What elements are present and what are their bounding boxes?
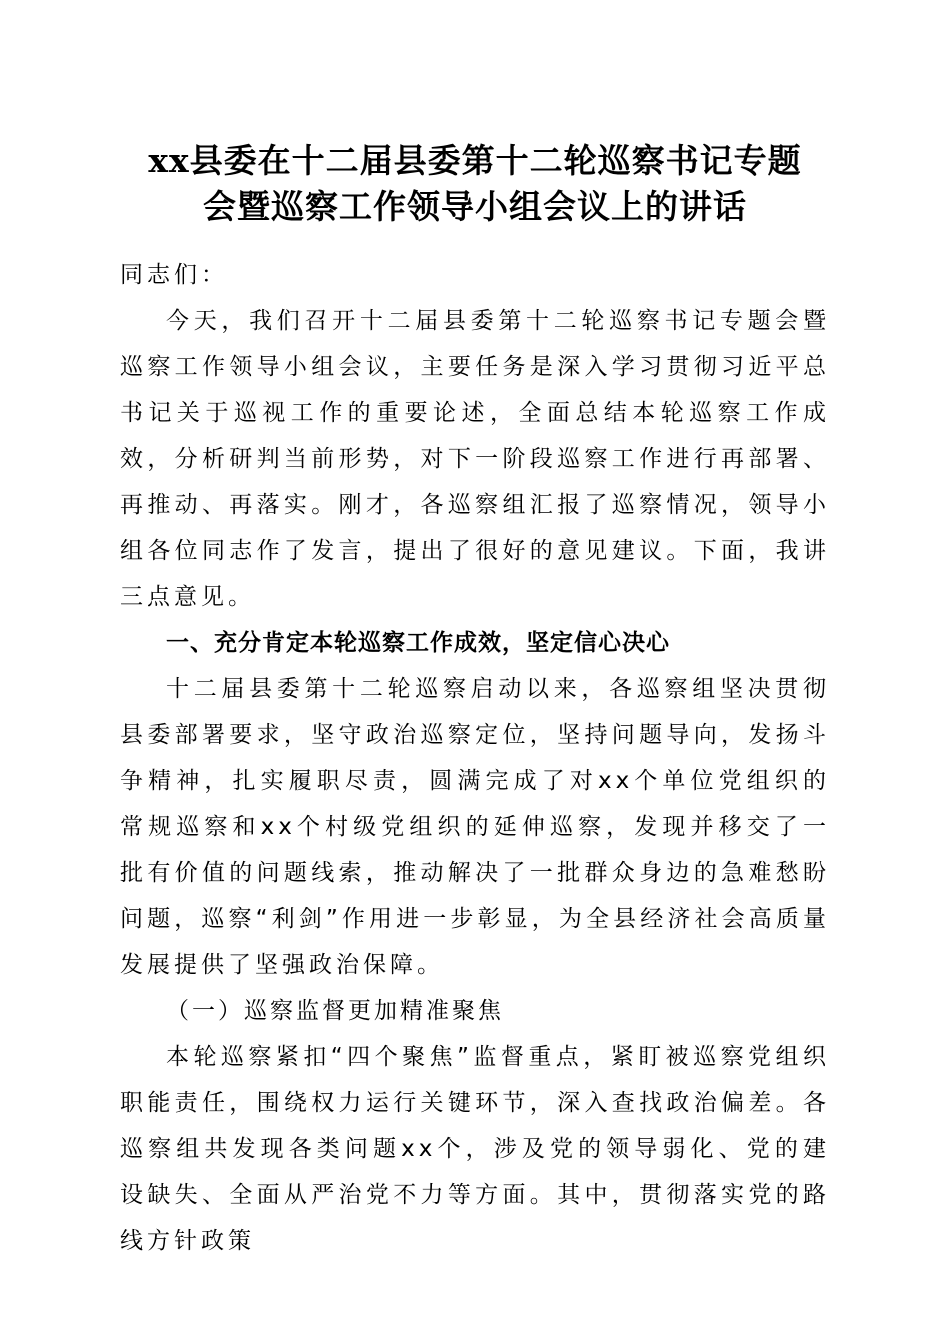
document-title [90, 138, 860, 230]
subsection-1-paragraph: 本轮巡察紧扣“四个聚焦”监督重点，紧盯被巡察党组织职能责任，围绕权力运行关键环节，深入查找政治偏差。各巡察组共发现各类问题xx个，涉及党的领导弱化、党的建设缺失、全面从严治党不力等方面。其中，贯彻落实党的路线方针政策 [120, 1044, 830, 1254]
section-1-paragraph: 十二届县委第十二轮巡察启动以来，各巡察组坚决贯彻县委部署要求，坚守政治巡察定位，坚持问题导向，发扬斗争精神，扎实履职尽责，圆满完成了对xx个单位党组织的常规巡察和xx个村级党组织的延伸巡察，发现并移交了一批有价值的问题线索，推动解决了一批群众身边的急难愁盼问题，巡察“利剑”作用进一步彰显，为全县经济社会高质量发展提供了坚强政治保障。 [120, 676, 830, 978]
salutation: 同志们： [120, 262, 228, 288]
document-body [120, 252, 830, 1264]
section-heading-1: 一、充分肯定本轮巡察工作成效，坚定信心决心 [166, 630, 670, 656]
subsection-heading-1: （一）巡察监督更加精准聚焦 [166, 998, 504, 1024]
title-line-2: 会暨巡察工作领导小组会议上的讲话 [203, 187, 747, 226]
title-line-1: xx县委在十二届县委第十二轮巡察书记专题 [148, 141, 802, 180]
opening-paragraph: 今天，我们召开十二届县委第十二轮巡察书记专题会暨巡察工作领导小组会议，主要任务是深入学习贯彻习近平总书记关于巡视工作的重要论述，全面总结本轮巡察工作成效，分析研判当前形势，对下一阶段巡察工作进行再部署、再推动、再落实。刚才，各巡察组汇报了巡察情况，领导小组各位同志作了发言，提出了很好的意见建议。下面，我讲三点意见。 [120, 308, 830, 610]
